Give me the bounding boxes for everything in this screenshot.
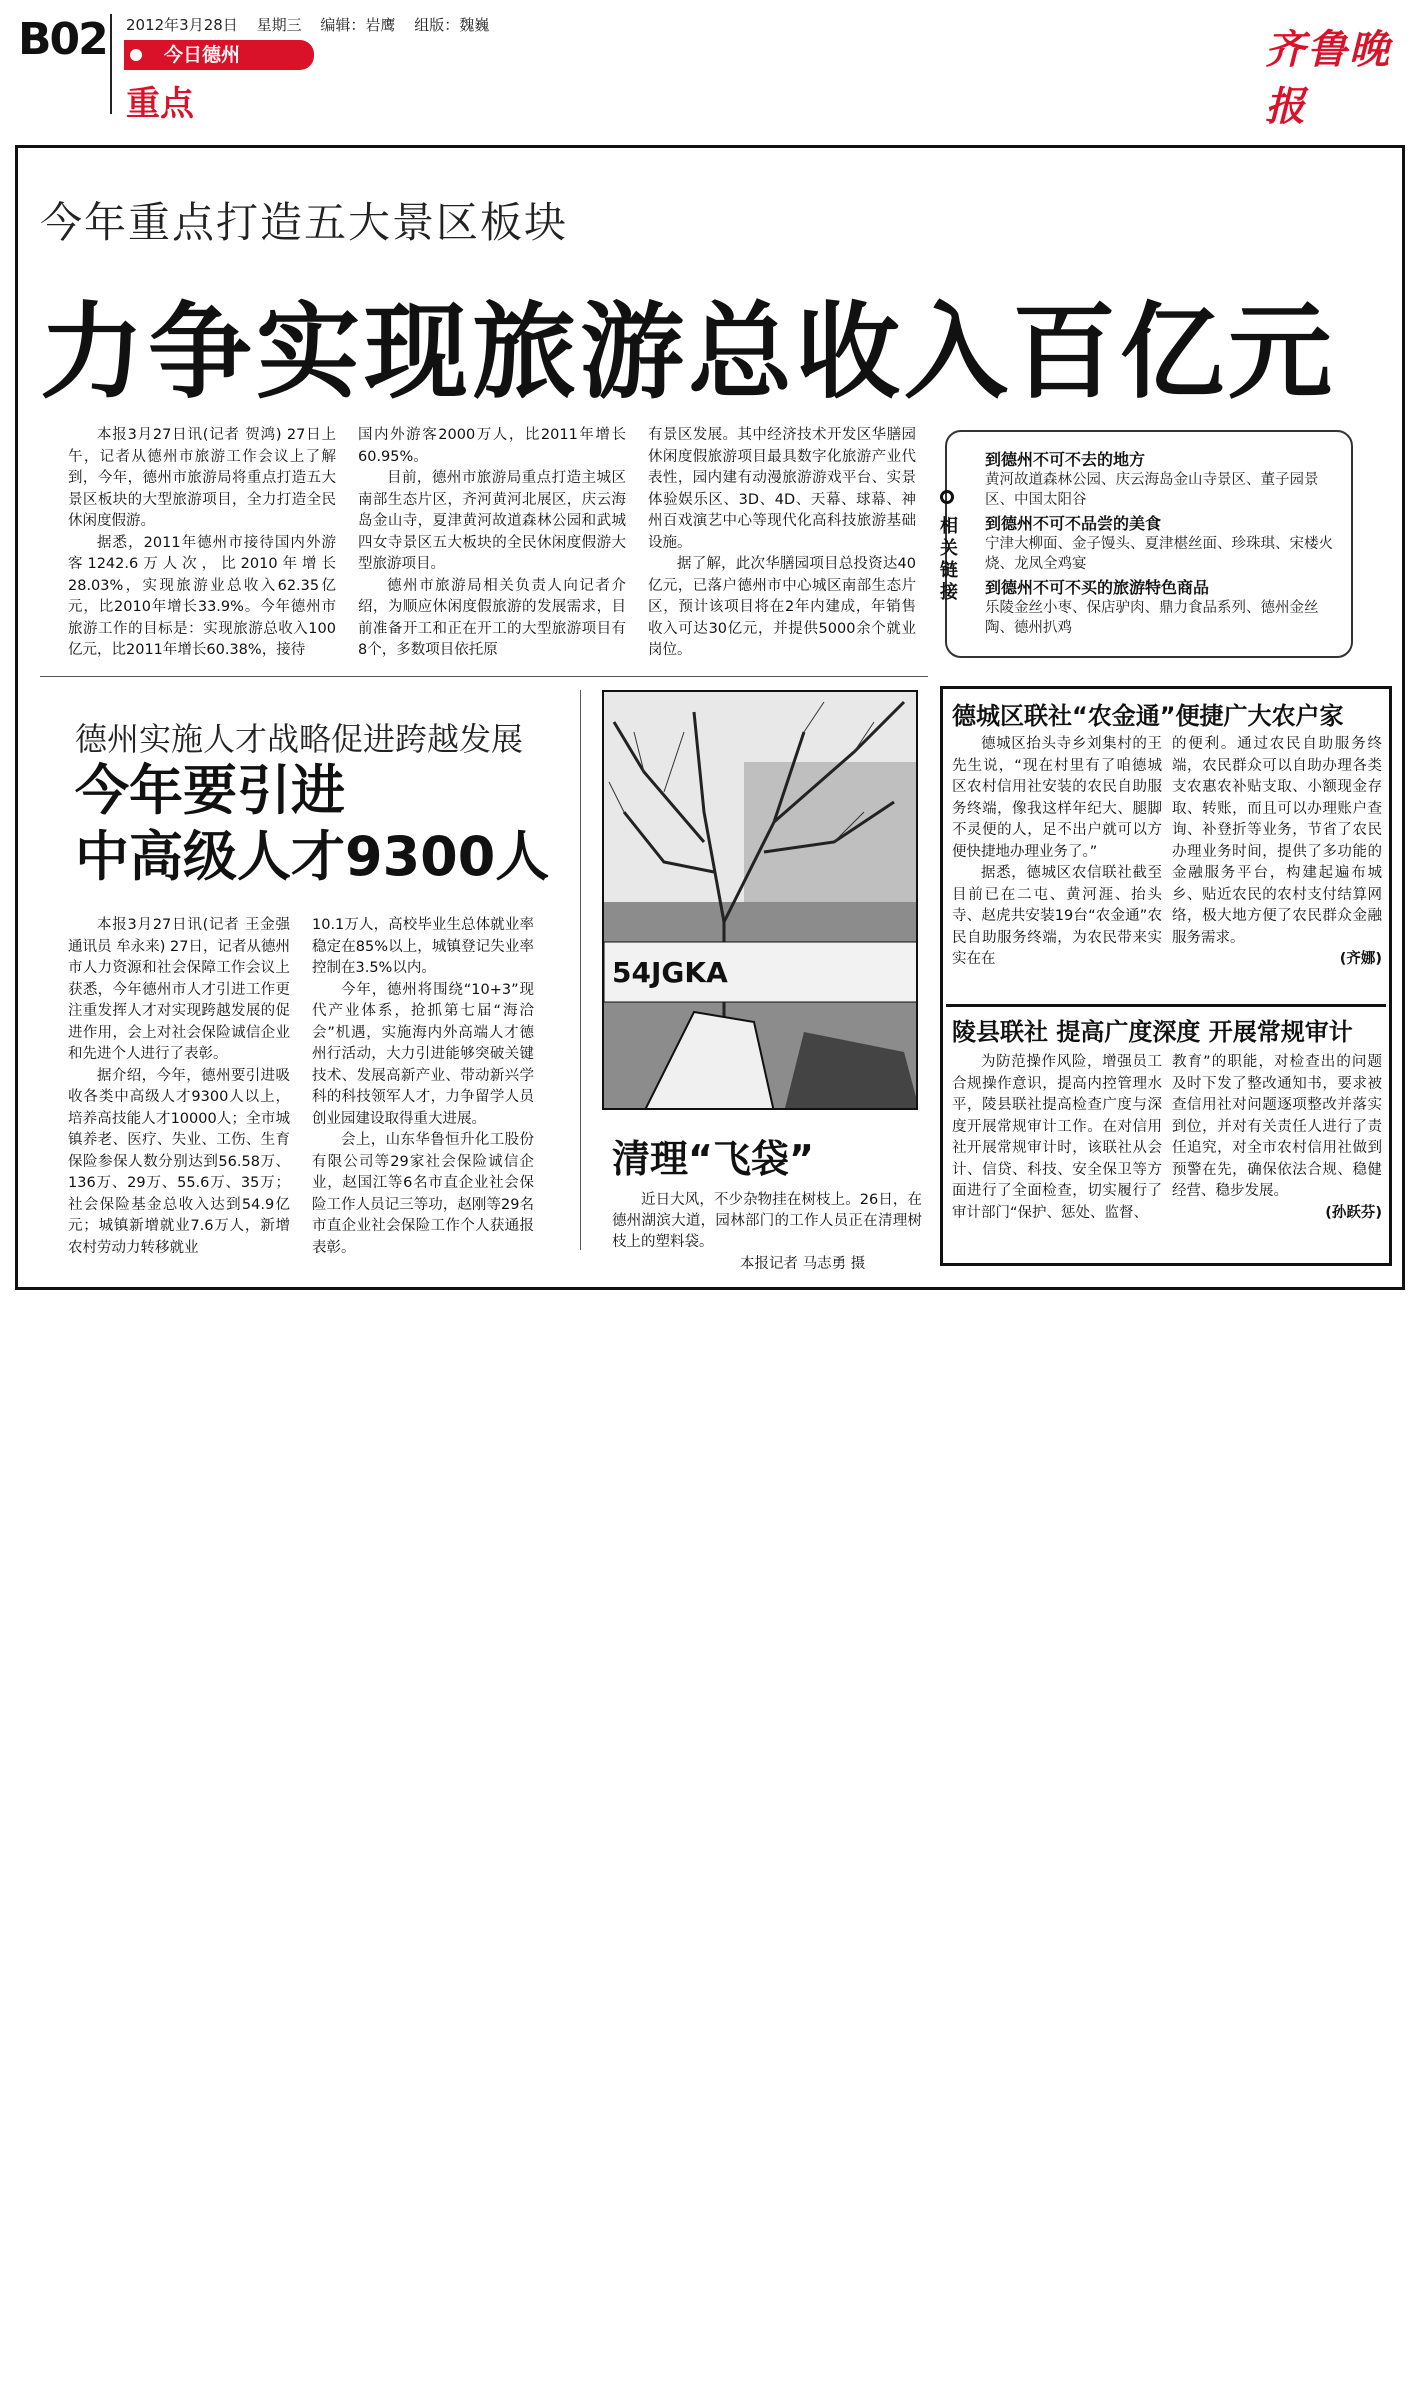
box-article1-paragraph: 据悉，德城区农信联社截至目前已在二屯、黄河涯、抬头寺、赵虎共安装19台“农金通”农民自助服务终端，为农民带来实实在在 <box>952 865 1162 967</box>
box-divider <box>946 1004 1386 1007</box>
article1-paragraph: 国内外游客2000万人，比2011年增长60.95%。 <box>358 427 626 465</box>
box-article1-column-2 <box>1172 734 1382 971</box>
related-link-heading[interactable]: 到德州不可不去的地方 <box>985 450 1146 469</box>
article1-paragraph: 据了解，此次华膳园项目总投资达40亿元，已落户德州市中心城区南部生态片区，预计该项目将在2年内建成，年销售收入可达30亿元，并提供5000余个就业岗位。 <box>648 556 916 658</box>
section-divider <box>40 676 928 677</box>
masthead-divider <box>110 14 112 114</box>
related-link-text: 宁津大柳面、金子馒头、夏津椹丝面、珍珠琪、宋楼火烧、龙凤全鸡宴 <box>985 536 1333 572</box>
article1-paragraph: 据悉，2011年德州市接待国内外游客1242.6万人次，比2010年增长28.03%，实现旅游业总收入62.35亿元，比2010年增长33.9%。今年德州市旅游工作的目标是：实现旅游总收入100亿元，比2011年增长60.38%，接待 <box>68 534 336 658</box>
article2-column-1 <box>68 915 290 1259</box>
related-link-text: 乐陵金丝小枣、保店驴肉、鼎力食品系列、德州金丝陶、德州扒鸡 <box>985 600 1319 636</box>
article2-headline-line1: 今年要引进 <box>75 759 345 822</box>
article1-subhead: 今年重点打造五大景区板块 <box>40 198 569 247</box>
article1-paragraph: 有景区发展。其中经济技术开发区华膳园休闲度假旅游项目最具数字化旅游产业代表性，园内建有动漫旅游游戏平台、实景体验娱乐区、3D、4D、天幕、球幕、神州百戏演艺中心等现代化高科技旅游基础设施。 <box>648 427 916 551</box>
related-link-heading[interactable]: 到德州不可不品尝的美食 <box>985 514 1162 533</box>
article2-paragraph: 本报3月27日讯(记者 王金强 通讯员 牟永来) 27日，记者从德州市人力资源和社会保障工作会议上获悉，今年德州市人才引进工作更注重发挥人才对实现跨越发展的促进作用，会上对社会保险诚信企业和先进个人进行了表彰。 <box>68 917 290 1062</box>
article2-paragraph: 会上，山东华鲁恒升化工股份有限公司等29家社会保险诚信企业，赵国江等6名市直企业社会保险工作人员记三等功，赵刚等29名市直企业社会保险工作个人获通报表彰。 <box>312 1132 534 1256</box>
photo-credit: 本报记者 马志勇 摄 <box>740 1256 866 1272</box>
article2-column-2 <box>312 915 534 1259</box>
photo-caption-text: 近日大风，不少杂物挂在树枝上。26日，在德州湖滨大道，园林部门的工作人员正在清理树枝上的塑料袋。 <box>612 1192 922 1250</box>
section-tab[interactable]: 今日德州 <box>124 40 314 70</box>
photo-caption <box>612 1190 922 1253</box>
related-links-label-text: 相关链接 <box>940 516 958 603</box>
box-article2-headline: 陵县联社 提高广度深度 开展常规审计 <box>952 1018 1353 1046</box>
news-photo[interactable] <box>602 690 918 1110</box>
section-title: 重点 <box>126 84 194 124</box>
section-tab-dot <box>130 49 142 61</box>
box-article1-signoff: (齐娜) <box>1339 951 1382 967</box>
related-link-text: 黄河故道森林公园、庆云海岛金山寺景区、董子园景区、中国太阳谷 <box>985 472 1319 508</box>
photo-caption-title: 清理“飞袋” <box>612 1137 814 1181</box>
box-article1-paragraph: 的便利。通过农民自助服务终端，农民群众可以自助办理各类支农惠农补贴支取、小额现金存取、转账，而且可以办理账户查询、补登折等业务，节省了农民办理业务时间，提供了多功能的金融服务平台，构建起遍布城乡、贴近农民的农村支付结算网络，极大地方便了农民群众金融服务需求。 <box>1172 736 1382 946</box>
issue-editor: 编辑：岩鹰 <box>320 16 396 34</box>
article2-subhead: 德州实施人才战略促进跨越发展 <box>75 720 524 758</box>
article1-headline: 力争实现旅游总收入百亿元 <box>40 291 1337 413</box>
article1-paragraph: 德州市旅游局相关负责人向记者介绍，为顺应休闲度假旅游的发展需求，目前准备开工和正在开工的大型旅游项目有8个，多数项目依托原 <box>358 577 626 658</box>
paper-logo: 齐鲁晚报 <box>1265 26 1391 130</box>
box-article1-column-1 <box>952 734 1162 971</box>
bullet-icon <box>940 490 954 504</box>
issue-meta <box>126 14 503 35</box>
article1-column-3 <box>648 425 916 662</box>
box-article2-paragraph: 教育”的职能，对检查出的问题及时下发了整改通知书，要求被查信用社对问题逐项整改并落实到位，并对有关责任人进行了责任追究，对全市农村信用社做到预警在先，确保依法合规、稳健经营、稳步发展。 <box>1172 1054 1382 1199</box>
box-article2-paragraph: 为防范操作风险，增强员工合规操作意识，提高内控管理水平，陵县联社提高检查广度与深度开展常规审计工作。在对信用社开展常规审计时，该联社从会计、信贷、科技、安全保卫等方面进行了全面检查，切实履行了审计部门“保护、惩处、监督、 <box>952 1054 1162 1221</box>
box-article2-signoff: (孙跃芬) <box>1325 1204 1382 1221</box>
page-code: B02 <box>18 14 107 65</box>
article2-paragraph: 10.1万人，高校毕业生总体就业率稳定在85%以上，城镇登记失业率控制在3.5%以内。 <box>312 917 534 976</box>
article2-headline <box>75 758 549 890</box>
related-link-heading[interactable]: 到德州不可不买的旅游特色商品 <box>985 578 1210 597</box>
column-divider <box>580 690 581 1250</box>
article1-column-1 <box>68 425 336 662</box>
news-photo-graphic <box>604 692 918 1110</box>
issue-weekday: 星期三 <box>256 16 302 34</box>
article1-paragraph: 本报3月27日讯(记者 贺鸿) 27日上午，记者从德州市旅游工作会议上了解到，今年，德州市旅游局将重点打造五大景区板块的大型旅游项目，全力打造全民休闲度假游。 <box>68 427 336 529</box>
related-links-label <box>940 490 962 604</box>
box-article1-headline: 德城区联社“农金通”便捷广大农户家 <box>952 702 1344 730</box>
related-links-body <box>985 446 1345 638</box>
box-article2-column-1 <box>952 1052 1162 1224</box>
article1-column-2 <box>358 425 626 662</box>
box-article2-column-2 <box>1172 1052 1382 1224</box>
article2-paragraph: 今年，德州将围绕“10+3”现代产业体系，抢抓第七届“海洽会”机遇，实施海内外高端人才德州行活动，大力引进能够突破关键技术、发展高新产业、带动新兴学科的科技领军人才，力争留学人员创业园建设取得重大进展。 <box>312 981 534 1127</box>
box-article1-paragraph: 德城区抬头寺乡刘集村的王先生说，“现在村里有了咱德城区农村信用社安装的农民自助服务终端，像我这样年纪大、腿脚不灵便的人，足不出户就可以方便快捷地办理业务了。” <box>952 736 1162 860</box>
issue-date: 2012年3月28日 <box>126 16 238 34</box>
article2-paragraph: 据介绍，今年，德州要引进吸收各类中高级人才9300人以上，培养高技能人才10000人；全市城镇养老、医疗、失业、工伤、生育保险参保人数分别达到56.58万、136万、29万、55.6万、35万；社会保险基金总收入达到54.9亿元；城镇新增就业7.6万人，新增农村劳动力转移就业 <box>68 1067 290 1256</box>
issue-layout: 组版：魏巍 <box>414 16 490 34</box>
article1-paragraph: 目前，德州市旅游局重点打造主城区南部生态片区，齐河黄河北展区，庆云海岛金山寺，夏津黄河故道森林公园和武城四女寺景区五大板块的全民休闲度假游大型旅游项目。 <box>358 470 626 572</box>
article2-headline-line2: 中高级人才9300人 <box>75 825 550 888</box>
vehicle-plate-text: 54JGKA <box>612 956 728 989</box>
